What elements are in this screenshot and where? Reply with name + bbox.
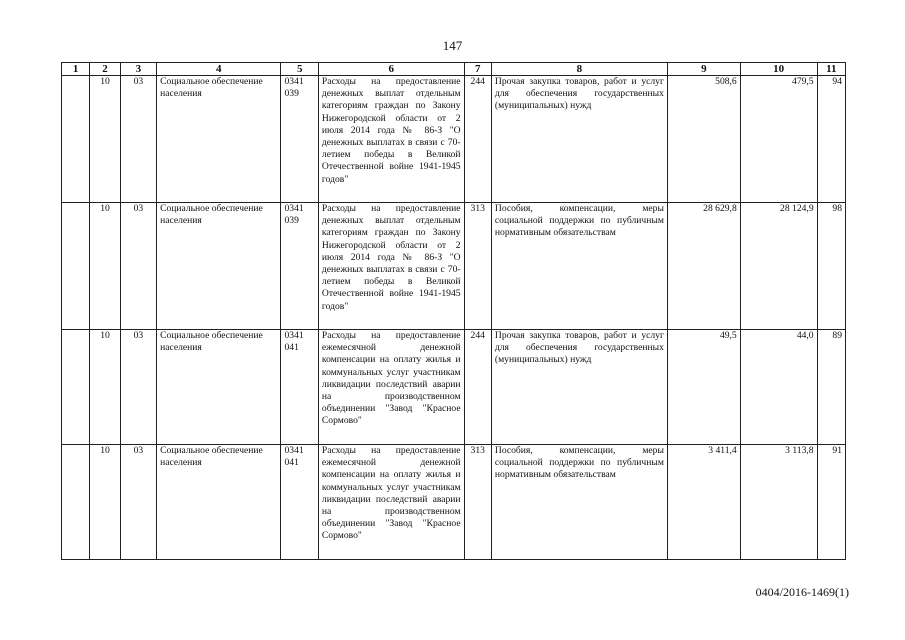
cell-section-name: Социальное обеспечение населения: [157, 203, 281, 330]
cell-target-name: Расходы на предоставление денежных выплат отдельным категориям граждан по Закону Нижегородской области от 2 июля 2014 года № 86-З "О денежных выплатах в связи с 70-летием победы в Великой Отечественной войне 1941-1945 годов": [318, 203, 464, 330]
cell-percent: 89: [817, 330, 845, 445]
cell-section-name: Социальное обеспечение населения: [157, 445, 281, 560]
cell-target-name: Расходы на предоставление денежных выплат отдельным категориям граждан по Закону Нижегородской области от 2 июля 2014 года № 86-З "О денежных выплатах в связи с 70-летием победы в Великой Отечественной войне 1941-1945 годов": [318, 76, 464, 203]
cell-subsection: 03: [120, 445, 156, 560]
cell-col-1: [62, 203, 90, 330]
cell-target-code: 0341 041: [281, 330, 318, 445]
header-col-3: 3: [120, 63, 156, 76]
header-col-9: 9: [667, 63, 740, 76]
cell-actual: 44,0: [740, 330, 817, 445]
cell-target-code: 0341 041: [281, 445, 318, 560]
cell-target-code: 0341 039: [281, 203, 318, 330]
cell-planned: 3 411,4: [667, 445, 740, 560]
cell-planned: 508,6: [667, 76, 740, 203]
cell-col-1: [62, 445, 90, 560]
header-col-6: 6: [318, 63, 464, 76]
header-col-8: 8: [491, 63, 667, 76]
cell-expense-name: Пособия, компенсации, меры социальной поддержки по публичным нормативным обязательствам: [491, 445, 667, 560]
table-row: [62, 203, 846, 330]
cell-expense-code: 313: [464, 203, 491, 330]
cell-col-1: [62, 330, 90, 445]
cell-expense-code: 244: [464, 330, 491, 445]
cell-subsection: 03: [120, 76, 156, 203]
budget-table: [61, 62, 846, 560]
cell-actual: 3 113,8: [740, 445, 817, 560]
header-col-7: 7: [464, 63, 491, 76]
document-code: 0404/2016-1469(1): [755, 585, 849, 599]
cell-col-1: [62, 76, 90, 203]
header-col-2: 2: [90, 63, 120, 76]
cell-actual: 479,5: [740, 76, 817, 203]
cell-planned: 49,5: [667, 330, 740, 445]
cell-percent: 91: [817, 445, 845, 560]
cell-expense-code: 244: [464, 76, 491, 203]
cell-percent: 94: [817, 76, 845, 203]
cell-target-code: 0341 039: [281, 76, 318, 203]
cell-target-name: Расходы на предоставление ежемесячной денежной компенсации на оплату жилья и коммунальных услуг участникам ликвидации последствий аварии на производственном объединении "Завод "Красное Сормово": [318, 445, 464, 560]
cell-expense-name: Пособия, компенсации, меры социальной поддержки по публичным нормативным обязательствам: [491, 203, 667, 330]
table-row: [62, 76, 846, 203]
cell-expense-code: 313: [464, 445, 491, 560]
cell-actual: 28 124,9: [740, 203, 817, 330]
page-number: 147: [442, 38, 463, 53]
header-col-10: 10: [740, 63, 817, 76]
cell-section: 10: [90, 330, 120, 445]
header-row: [62, 63, 846, 76]
cell-subsection: 03: [120, 330, 156, 445]
header-col-4: 4: [157, 63, 281, 76]
cell-planned: 28 629,8: [667, 203, 740, 330]
cell-section-name: Социальное обеспечение населения: [157, 76, 281, 203]
cell-target-name: Расходы на предоставление ежемесячной денежной компенсации на оплату жилья и коммунальных услуг участникам ликвидации последствий аварии на производственном объединении "Завод "Красное Сормово": [318, 330, 464, 445]
cell-section: 10: [90, 445, 120, 560]
cell-section-name: Социальное обеспечение населения: [157, 330, 281, 445]
header-col-1: 1: [62, 63, 90, 76]
header-col-5: 5: [281, 63, 318, 76]
cell-subsection: 03: [120, 203, 156, 330]
header-col-11: 11: [817, 63, 845, 76]
cell-expense-name: Прочая закупка товаров, работ и услуг для обеспечения государственных (муниципальных) нужд: [491, 330, 667, 445]
cell-expense-name: Прочая закупка товаров, работ и услуг для обеспечения государственных (муниципальных) нужд: [491, 76, 667, 203]
cell-percent: 98: [817, 203, 845, 330]
cell-section: 10: [90, 203, 120, 330]
table-row: [62, 330, 846, 445]
table-row: [62, 445, 846, 560]
cell-section: 10: [90, 76, 120, 203]
